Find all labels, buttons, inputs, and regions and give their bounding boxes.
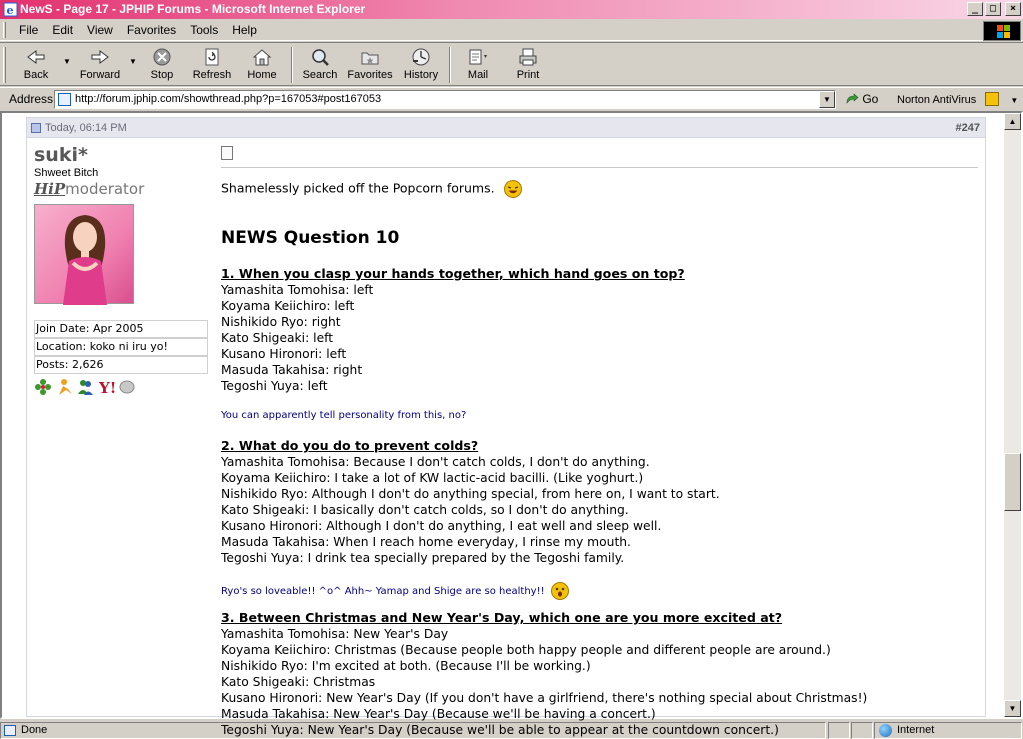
menubar-grip[interactable] (3, 22, 6, 38)
norton-antivirus-button[interactable] (897, 92, 1018, 106)
question-1: 1. When you clasp your hands together, which hand goes on top? (221, 266, 685, 281)
status-cell (851, 722, 873, 739)
status-text-cell (0, 722, 826, 739)
back-button[interactable] (14, 47, 58, 85)
menu-tools[interactable]: Tools (190, 23, 219, 37)
norton-label: Norton AntiVirus (897, 94, 977, 106)
address-input[interactable] (54, 90, 836, 109)
contact-icons (34, 378, 212, 396)
answer-row: Kato Shigeaki: I basically don't catch colds, so I don't do anything. (221, 503, 629, 517)
scroll-thumb[interactable] (1004, 453, 1021, 511)
stop-label: Stop (150, 69, 174, 81)
page-done-icon (4, 725, 16, 736)
post-number-link[interactable]: #247 (955, 122, 980, 134)
username-link[interactable]: suki* (34, 144, 88, 166)
maximize-button[interactable]: □ (985, 2, 1001, 16)
stop-icon (151, 47, 173, 67)
moderator-badge (34, 180, 212, 198)
q1-answer-list (221, 282, 373, 394)
status-bar (0, 721, 1023, 739)
answer-row: Tegoshi Yuya: left (221, 379, 328, 393)
page-icon (58, 93, 71, 106)
answer-row: Kusano Hironori: Although I don't do anything, I eat well and sleep well. (221, 519, 662, 533)
answer-row: Masuda Takahisa: right (221, 363, 363, 377)
menu-file[interactable]: File (19, 23, 39, 37)
menu-bar (0, 19, 1023, 41)
toolbar-separator (449, 47, 451, 83)
history-label: History (403, 69, 439, 81)
question-2: 2. What do you do to prevent colds? (221, 438, 479, 453)
post-heading: NEWS Question 10 (221, 228, 400, 248)
window-title-bar[interactable] (0, 0, 1023, 19)
menu-edit[interactable]: Edit (52, 23, 74, 37)
mail-icon (467, 47, 489, 67)
vertical-scrollbar[interactable] (1004, 113, 1021, 717)
aim-icon[interactable] (55, 378, 73, 396)
stop-button[interactable] (145, 47, 179, 85)
forward-button[interactable] (76, 47, 124, 85)
join-date: Join Date: Apr 2005 (34, 320, 208, 338)
address-label: Address (9, 92, 54, 106)
status-text: Done (21, 724, 48, 736)
back-dropdown-icon[interactable]: ▼ (63, 57, 71, 66)
answer-row: Yamashita Tomohisa: left (221, 283, 374, 297)
go-label: Go (862, 92, 879, 106)
mail-button[interactable] (458, 47, 498, 85)
laughing-smiley-icon (504, 180, 522, 198)
post-status-icon (31, 123, 41, 133)
address-url: http://forum.jphip.com/showthread.php?p=167053#post167053 (75, 93, 382, 105)
toolbar-separator (291, 47, 293, 83)
printer-icon (517, 47, 539, 67)
history-icon (410, 47, 432, 67)
favorites-button[interactable] (346, 47, 394, 85)
q1-note: You can apparently tell personality from this, no? (221, 410, 467, 421)
msn-icon[interactable] (76, 378, 94, 396)
answer-row: Masuda Takahisa: When I reach home everyday, I rinse my mouth. (221, 535, 631, 549)
go-button[interactable] (845, 92, 878, 106)
minimize-button[interactable]: _ (967, 2, 983, 16)
window-controls (967, 2, 1021, 16)
address-bar (0, 87, 1023, 110)
scroll-down-icon[interactable]: ▼ (1004, 700, 1021, 717)
post-count: Posts: 2,626 (34, 356, 208, 374)
svg-text:e: e (6, 4, 14, 17)
user-location: Location: koko ni iru yo! (34, 338, 208, 356)
answer-row: Yamashita Tomohisa: New Year's Day (221, 627, 449, 641)
menu-view[interactable]: View (87, 23, 113, 37)
badge-role: moderator (65, 180, 145, 198)
answer-row: Tegoshi Yuya: I drink tea specially prepared by the Tegoshi family. (221, 551, 625, 565)
print-label: Print (516, 69, 540, 81)
surprised-smiley-icon (551, 582, 569, 600)
search-label: Search (302, 69, 338, 81)
message-divider (221, 167, 978, 168)
home-label: Home (247, 69, 277, 81)
norton-dropdown-icon[interactable]: ▼ (1010, 96, 1019, 105)
answer-row: Koyama Keiichiro: left (221, 299, 355, 313)
answer-row: Koyama Keiichiro: I take a lot of KW lactic-acid bacilli. (Like yoghurt.) (221, 471, 644, 485)
print-button[interactable] (510, 47, 546, 85)
forward-arrow-icon (89, 47, 111, 67)
toolbar-grip[interactable] (3, 47, 6, 83)
home-icon (251, 47, 273, 67)
answer-row: Kusano Hironori: left (221, 347, 347, 361)
answer-row: Masuda Takahisa: New Year's Day (Because we'll be having a concert.) (221, 707, 656, 721)
zone-label: Internet (897, 724, 935, 736)
question-3: 3. Between Christmas and New Year's Day, which one are you more excited at? (221, 610, 783, 625)
answer-row: Yamashita Tomohisa: Because I don't catch colds, I don't do anything. (221, 455, 650, 469)
svg-text:Y!: Y! (99, 379, 117, 397)
menu-help[interactable]: Help (232, 23, 257, 37)
favorites-folder-icon (359, 47, 381, 67)
answer-row: Nishikido Ryo: right (221, 315, 341, 329)
standard-toolbar (0, 42, 1023, 86)
refresh-label: Refresh (192, 69, 232, 81)
go-arrow-icon (845, 93, 859, 105)
norton-shield-icon (985, 92, 999, 106)
post-date: Today, 06:14 PM (45, 122, 127, 134)
q2-note (221, 582, 569, 600)
home-button[interactable] (242, 47, 282, 85)
answer-row: Nishikido Ryo: I'm excited at both. (Because I'll be working.) (221, 659, 591, 673)
menu-favorites[interactable]: Favorites (126, 23, 177, 37)
icq-icon[interactable] (34, 378, 52, 396)
search-button[interactable] (299, 47, 341, 85)
yahoo-icon[interactable] (97, 378, 115, 396)
post-header (27, 118, 985, 138)
answer-row: Kusano Hironori: New Year's Day (If you don't have a girlfriend, there's nothing special about Christmas!) (221, 691, 868, 705)
mail-label: Mail (467, 69, 489, 81)
window-title: NewS - Page 17 - JPHIP Forums - Microsoft Internet Explorer (20, 2, 366, 16)
avatar-figure-icon (35, 205, 135, 305)
skype-icon[interactable] (118, 378, 136, 396)
post-intro (221, 180, 522, 198)
badge-hip: HiP (34, 180, 66, 198)
history-button[interactable] (400, 47, 442, 85)
answer-row: Kato Shigeaki: left (221, 331, 334, 345)
refresh-button[interactable] (189, 47, 235, 85)
q2-answer-list (221, 454, 720, 566)
scroll-up-icon[interactable]: ▲ (1004, 113, 1021, 130)
back-label: Back (23, 69, 49, 81)
forward-label: Forward (79, 69, 121, 81)
address-dropdown-icon[interactable]: ▼ (819, 91, 835, 108)
answer-row: Tegoshi Yuya: New Year's Day (Because we'll be able to appear at the countdown concert.) (221, 723, 779, 737)
user-info (34, 144, 212, 396)
ie-icon (3, 2, 18, 17)
answer-row: Nishikido Ryo: Although I don't do anything special, from here on, I want to start. (221, 487, 720, 501)
windows-logo-icon (983, 21, 1021, 41)
message-icon (221, 146, 233, 160)
close-button[interactable]: × (1005, 2, 1021, 16)
answer-row: Kato Shigeaki: Christmas (221, 675, 376, 689)
answer-row: Koyama Keiichiro: Christmas (Because people both happy people and different people are around.) (221, 643, 831, 657)
status-cell (828, 722, 850, 739)
q2-note-text: Ryo's so loveable!! ^o^ Ahh~ Yamap and Shige are so healthy!! (221, 586, 545, 597)
back-arrow-icon (25, 47, 47, 67)
intro-text: Shamelessly picked off the Popcorn forums. (221, 180, 495, 196)
user-title: Shweet Bitch (34, 167, 99, 179)
search-icon (309, 47, 331, 67)
refresh-icon (201, 47, 223, 67)
avatar (34, 204, 134, 304)
favorites-label: Favorites (347, 69, 393, 81)
forward-dropdown-icon[interactable]: ▼ (129, 57, 137, 66)
security-zone[interactable] (874, 722, 1022, 739)
internet-globe-icon (879, 724, 892, 737)
